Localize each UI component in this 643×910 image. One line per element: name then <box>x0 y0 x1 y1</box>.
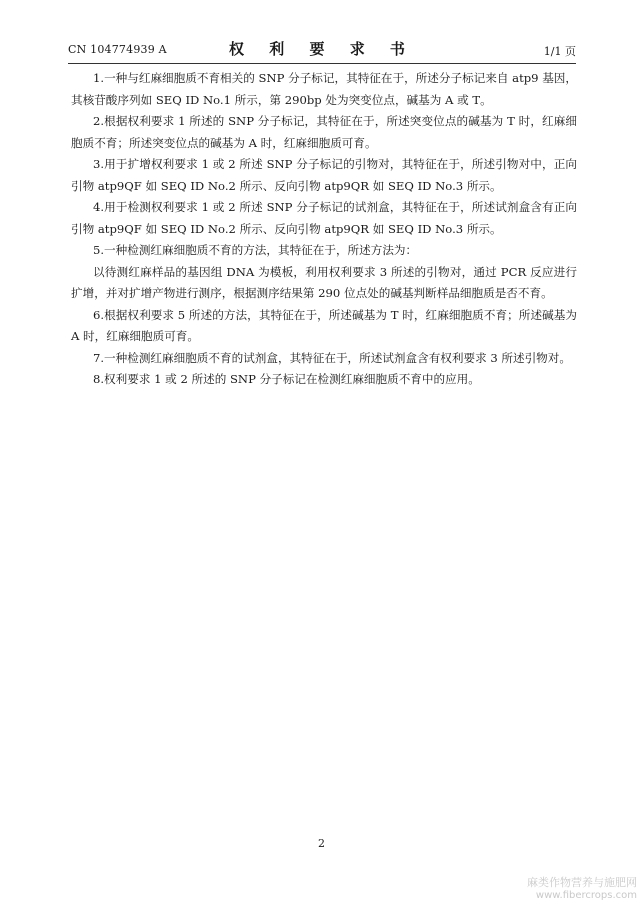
page-header <box>68 38 576 60</box>
page-number: 2 <box>318 837 325 850</box>
site-watermark <box>527 876 637 902</box>
watermark-url: www.fibercrops.com <box>535 890 637 901</box>
watermark-site-name: 麻类作物营养与施肥网 <box>527 876 637 889</box>
claim-6: 6.根据权利要求 5 所述的方法，其特征在于，所述碱基为 T 时，红麻细胞质不育；所述碱基为 A 时，红麻细胞质可育。 <box>71 307 577 343</box>
header-divider <box>68 63 576 64</box>
claims-body <box>71 68 577 391</box>
claim-4: 4.用于检测权利要求 1 或 2 所述 SNP 分子标记的试剂盒，其特征在于，所述试剂盒含有正向引物 atp9QF 如 SEQ ID No.2 所示、反向引物 atp9QR 如 SEQ ID No.3 所示。 <box>71 200 577 236</box>
claim-5-method: 以待测红麻样品的基因组 DNA 为模板，利用权利要求 3 所述的引物对，通过 PCR 反应进行扩增，并对扩增产物进行测序，根据测序结果第 290 位点处的碱基判断样品细胞质是否不育。 <box>71 264 577 300</box>
claim-1: 1.一种与红麻细胞质不育相关的 SNP 分子标记，其特征在于，所述分子标记来自 atp9 基因，其核苷酸序列如 SEQ ID No.1 所示，第 290bp 处为突变位点，碱基为 A 或 T。 <box>71 71 577 107</box>
claim-5: 5.一种检测红麻细胞质不育的方法，其特征在于，所述方法为： <box>93 243 418 257</box>
claim-3: 3.用于扩增权利要求 1 或 2 所述 SNP 分子标记的引物对，其特征在于，所述引物对中，正向引物 atp9QF 如 SEQ ID No.2 所示、反向引物 atp9QR 如 SEQ ID No.3 所示。 <box>71 157 577 193</box>
publication-number: CN 104774939 A <box>68 43 167 56</box>
claim-8: 8.权利要求 1 或 2 所述的 SNP 分子标记在检测红麻细胞质不育中的应用。 <box>93 372 480 386</box>
claim-2: 2.根据权利要求 1 所述的 SNP 分子标记，其特征在于，所述突变位点的碱基为 T 时，红麻细胞质不育；所述突变位点的碱基为 A 时，红麻细胞质可育。 <box>71 114 577 150</box>
claim-7: 7.一种检测红麻细胞质不育的试剂盒，其特征在于，所述试剂盒含有权利要求 3 所述引物对。 <box>93 350 571 365</box>
document-title: 权 利 要 求 书 <box>229 40 415 58</box>
page-count: 1/1 页 <box>543 45 576 58</box>
